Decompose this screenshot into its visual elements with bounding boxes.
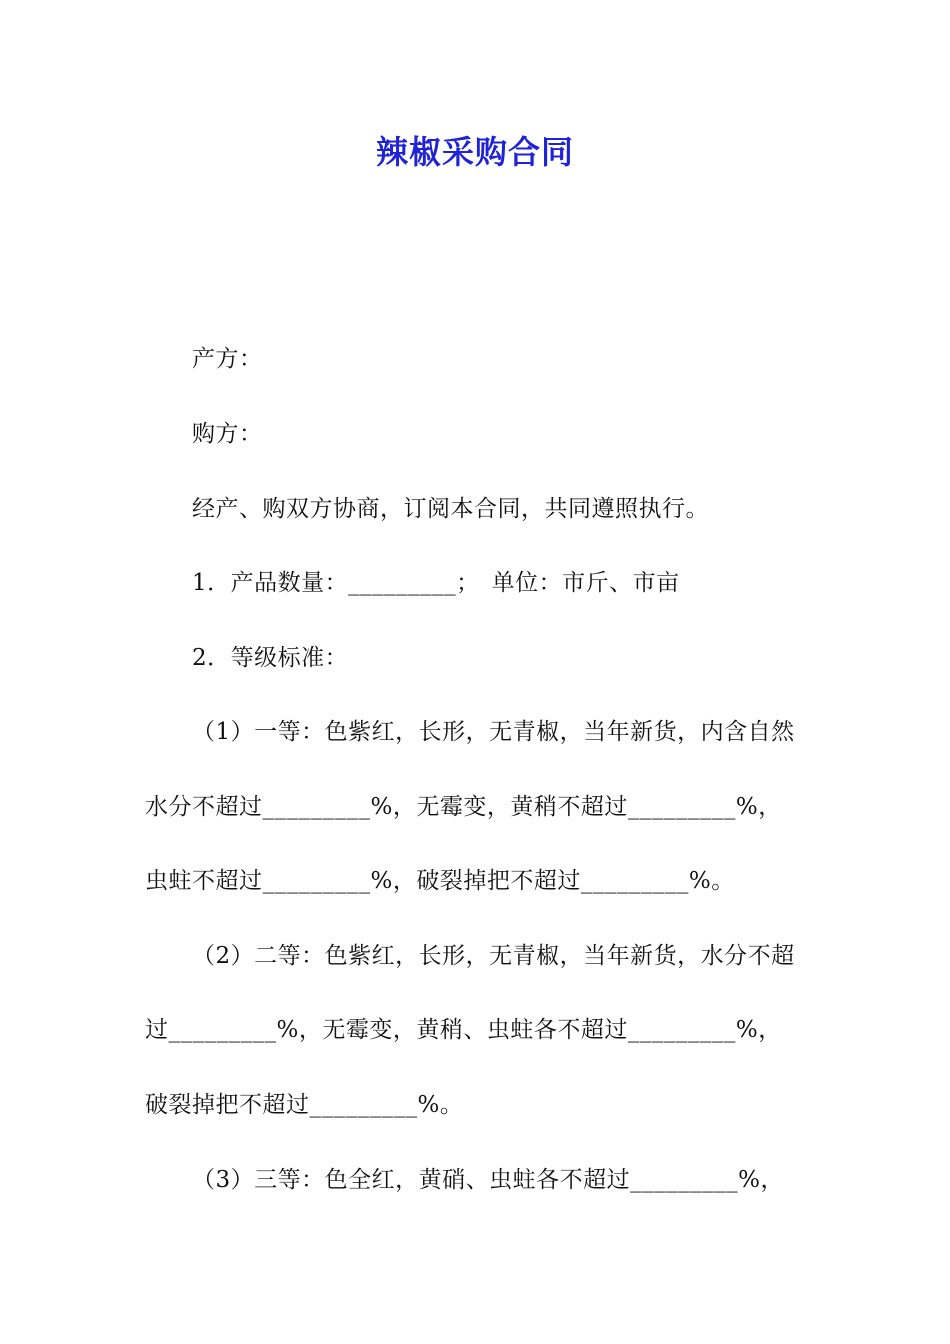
grade-2-line-3: 破裂掉把不超过_________%。 bbox=[145, 1092, 464, 1118]
grade-1-line-2: 水分不超过_________%，无霉变，黄稍不超过_________%， bbox=[145, 794, 782, 820]
grade-2-line-1: （2）二等：色紫红，长形，无青椒，当年新货，水分不超 bbox=[192, 943, 795, 969]
producer-line: 产方： bbox=[192, 346, 263, 372]
document-title: 辣椒采购合同 bbox=[375, 133, 574, 171]
buyer-line: 购方： bbox=[192, 421, 263, 447]
grade-1-line-3: 虫蛀不超过_________%，破裂掉把不超过_________%。 bbox=[145, 868, 735, 894]
clause-1-quantity: 1．产品数量：_________； 单位：市斤、市亩 bbox=[192, 570, 680, 596]
grade-2-line-2: 过_________%，无霉变，黄稍、虫蛀各不超过_________%， bbox=[145, 1017, 782, 1043]
intro-paragraph: 经产、购双方协商，订阅本合同，共同遵照执行。 bbox=[192, 496, 709, 522]
grade-1-line-1: （1）一等：色紫红，长形，无青椒，当年新货，内含自然 bbox=[192, 719, 795, 745]
grade-3-line-1: （3）三等：色全红，黄硝、虫蛀各不超过_________%， bbox=[192, 1167, 784, 1193]
clause-2-heading: 2．等级标准： bbox=[192, 645, 349, 671]
